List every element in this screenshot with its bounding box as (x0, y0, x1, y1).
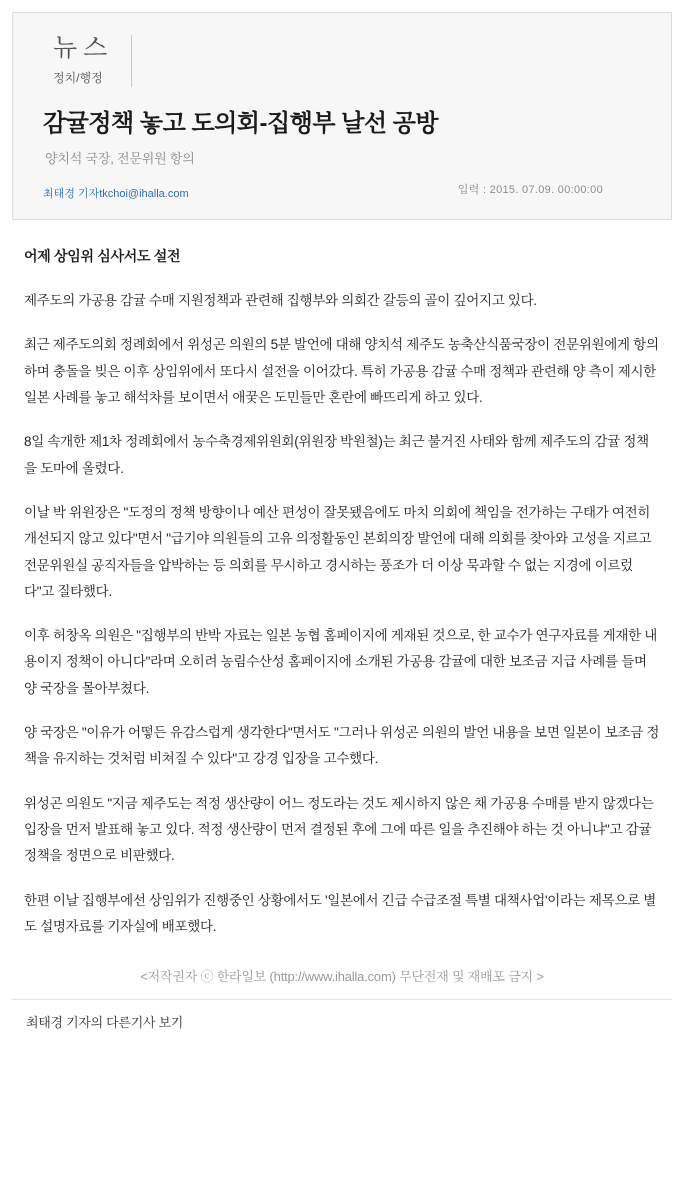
paragraph: 이후 허창옥 의원은 "집행부의 반박 자료는 일본 농협 홈페이지에 게재된 것으로, 한 교수가 연구자료를 게재한 내용이지 정책이 아니다"라며 오히려 농림수산성 홈페이지에 소개된 가공용 감귤에 대한 보조금 지급 사례를 들며 양 국장을 몰아부쳤다. (24, 628, 658, 696)
paragraph: 한편 이날 집행부에선 상임위가 진행중인 상황에서도 '일본에서 긴급 수급조절 특별 대책사업'이라는 제목으로 별도 설명자료를 기자실에 배포했다. (24, 892, 657, 934)
copyright-notice: <저작권자 ⓒ 한라일보 (http://www.ihalla.com) 무단전재 및 재배포 금지 > (140, 969, 544, 985)
article-lead: 어제 상임위 심사서도 설전 (24, 248, 181, 264)
article-meta (39, 181, 645, 201)
paragraph: 8일 속개한 제1차 정례회에서 농수축경제위원회(위원장 박원철)는 최근 불거진 사태와 함께 제주도의 감귤 정책을 도마에 올렸다. (24, 434, 649, 476)
paragraph: 최근 제주도의회 정례회에서 위성곤 의원의 5분 발언에 대해 양치석 제주도 농축산식품국장이 전문위원에게 항의하며 충돌을 빚은 이후 상임위에서 또다시 설전을 이어갔다. 특히 가공용 감귤 수매 정책과 관련해 양 측이 제시한 일본 사례를 놓고 해석차를 보이면서 애꿎은 도민들만 혼란에 빠뜨리게 하고 있다. (24, 337, 659, 405)
article-body (0, 220, 684, 940)
paragraph: 위성곤 의원도 "지금 제주도는 적정 생산량이 어느 정도라는 것도 제시하지 않은 채 가공용 수매를 받지 않겠다는 입장을 먼저 발표해 놓고 있다. 적정 생산량이 먼저 결정된 후에 그에 따른 일을 추진해야 하는 것 아니냐"고 감귤 정책을 정면으로 비판했다. (24, 795, 654, 864)
page-title: 감귤정책 놓고 도의회-집행부 날선 공방 (43, 110, 439, 137)
reporter-email[interactable]: tkchoi@ihalla.com (99, 188, 189, 200)
paragraph: 이날 박 위원장은 "도정의 정책 방향이나 예산 편성이 잘못됐음에도 마치 의회에 책임을 전가하는 구태가 여전히 개선되지 않고 있다"면서 "급기야 의원들의 고유 의정활동인 본회의장 발언에 대해 의회를 찾아와 고성을 지르고 전문위원실 공직자들을 압박하는 등 의회를 무시하고 경시하는 풍조가 더 이상 묵과할 수 없는 지경에 이르렀다"고 질타했다. (24, 504, 652, 599)
brand-block (53, 35, 132, 87)
brand-row (39, 35, 645, 87)
article-header (12, 12, 672, 220)
reporter-name: 최태경 기자 (43, 188, 100, 200)
more-articles-link[interactable]: 최태경 기자의 다른기사 보기 (26, 1015, 184, 1031)
publish-date: 입력 : 2015. 07.09. 00:00:00 (457, 184, 603, 196)
article-subheadline: 양치석 국장, 전문위원 항의 (45, 151, 195, 166)
brand-title: 뉴스 (53, 35, 114, 62)
byline (43, 185, 189, 201)
paragraph: 양 국장은 "이유가 어떻든 유감스럽게 생각한다"면서도 "그러나 위성곤 의원의 발언 내용을 보면 일본이 보조금 정책을 유지하는 것처럼 비쳐질 수 있다"고 강경 입장을 고수했다. (24, 725, 660, 767)
article-page (0, 12, 684, 1047)
brand-category: 정치/행정 (53, 70, 103, 85)
paragraph: 제주도의 가공용 감귤 수매 지원정책과 관련해 집행부와 의회간 갈등의 골이 깊어지고 있다. (24, 293, 537, 308)
